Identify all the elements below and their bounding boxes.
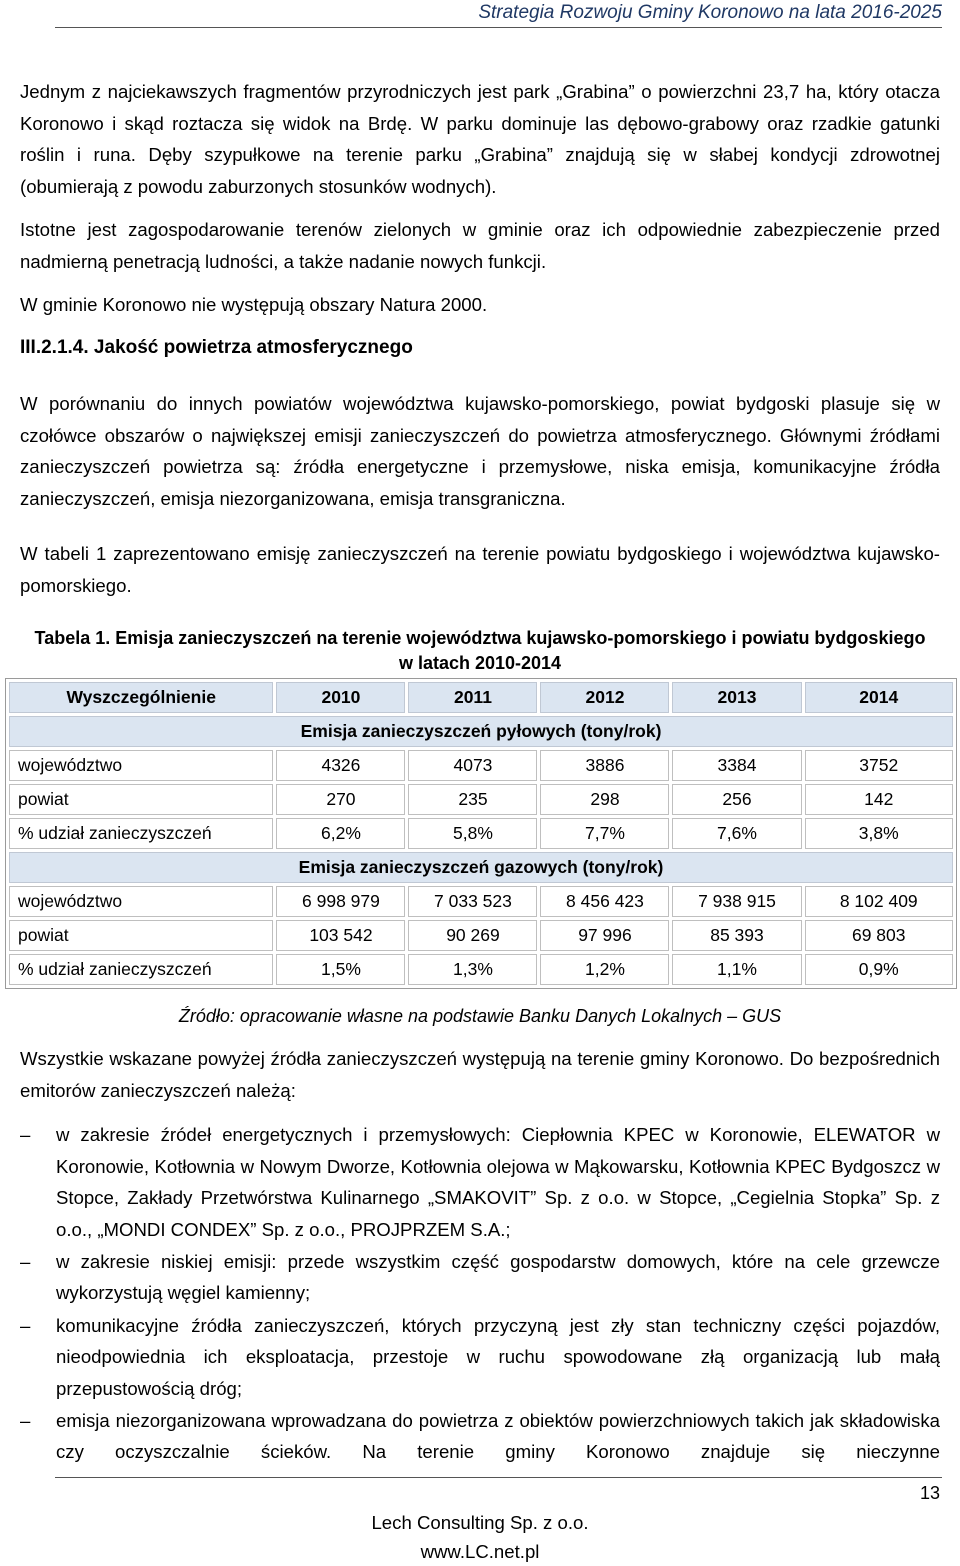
header-cell: 2012: [540, 682, 669, 713]
dash-bullet: –: [20, 1409, 31, 1431]
list-item-text: w zakresie niskiej emisji: przede wszystkim część gospodarstw domowych, które na cele grzewcze wykorzystują węgiel kamienny;: [56, 1250, 940, 1304]
table-cell: 7,6%: [672, 818, 801, 849]
table-cell: 5,8%: [408, 818, 537, 849]
table-cell: 235: [408, 784, 537, 815]
list-item-text: w zakresie źródeł energetycznych i przemysłowych: Ciepłownia KPEC w Koronowie, ELEWATOR w Koronowie, Kotłownia w Nowym Dworze, Kotłownia olejowa w Mąkowarsku, Kotłownia KPEC Bydgoszcz w Stopce, Zakłady Przetwórstwa Kulinarnego „SMAKOVIT” Sp. z o.o. w Stopce, „Cegielnia Stopka” Sp. z o.o., „MONDI CONDEX” Sp. z o.o., PROJPRZEM S.A.;: [56, 1124, 940, 1240]
paragraph-natura-2000: W gminie Koronowo nie występują obszary Natura 2000.: [20, 294, 488, 315]
table-cell: 270: [276, 784, 405, 815]
footer-company: Lech Consulting Sp. z o.o.: [371, 1512, 589, 1533]
row-label: % udział zanieczyszczeń: [9, 818, 273, 849]
row-label: województwo: [9, 750, 273, 781]
list-item: [20, 1119, 940, 1245]
table-caption-line2: w latach 2010-2014: [398, 653, 562, 673]
list-item-text: komunikacyjne źródła zanieczyszczeń, których przyczyną jest zły stan techniczny części pojazdów, nieodpowiednia ich eksploatacja, przestoje w ruchu spowodowane złą organizacją lub małą przepustowością dróg;: [56, 1314, 940, 1399]
section-row-dust: [9, 716, 953, 747]
table-cell: 6,2%: [276, 818, 405, 849]
header-rule: [55, 27, 942, 28]
table-cell: 1,5%: [276, 954, 405, 985]
table-caption: [20, 626, 940, 676]
paragraph-green-areas: Istotne jest zagospodarowanie terenów zielonych w gminie oraz ich odpowiednie zabezpieczenie przed nadmierną penetracją ludności, a także nadanie nowych funkcji.: [20, 219, 940, 272]
table-row: [9, 886, 953, 917]
row-label: % udział zanieczyszczeń: [9, 954, 273, 985]
table-header-row: [9, 682, 953, 713]
table-row: [9, 784, 953, 815]
page-footer: [0, 1508, 960, 1566]
paragraph-emitters-intro: Wszystkie wskazane powyżej źródła zanieczyszczeń występują na terenie gminy Koronowo. Do bezpośrednich emitorów zanieczyszczeń należą:: [20, 1048, 940, 1101]
table-cell: 4326: [276, 750, 405, 781]
table-row: [9, 954, 953, 985]
row-label: powiat: [9, 784, 273, 815]
table-cell: 97 996: [540, 920, 669, 951]
dash-bullet: –: [20, 1250, 31, 1272]
header-cell: 2011: [408, 682, 537, 713]
table-cell: 85 393: [672, 920, 801, 951]
table-cell: 7 033 523: [408, 886, 537, 917]
table-cell: 3752: [805, 750, 954, 781]
paragraph-air-quality: W porównaniu do innych powiatów województwa kujawsko-pomorskiego, powiat bydgoski plasuje się w czołówce obszarów o największej emisji zanieczyszczeń do powietrza atmosferycznego. Głównymi źródłami zanieczyszczeń powietrza są: źródła energetyczne i przemysłowe, niska emisja, komunikacyjne źródła zanieczyszczeń, emisja niezorganizowana, emisja transgraniczna.: [20, 393, 940, 509]
section-title-gas: Emisja zanieczyszczeń gazowych (tony/rok): [9, 852, 953, 883]
table-cell: 90 269: [408, 920, 537, 951]
header-cell: Wyszczególnienie: [9, 682, 273, 713]
table-cell: 8 456 423: [540, 886, 669, 917]
row-label: powiat: [9, 920, 273, 951]
table-cell: 1,2%: [540, 954, 669, 985]
table-cell: 7,7%: [540, 818, 669, 849]
list-item: [20, 1310, 940, 1405]
list-item: [20, 1246, 940, 1309]
list-item-text: emisja niezorganizowana wprowadzana do powietrza z obiektów powierzchniowych takich jak składowiska czy oczyszczalnie ścieków. Na terenie gminy Koronowo znajduje się nieczynne: [56, 1409, 940, 1463]
emitters-list: [20, 1119, 940, 1469]
page-number: 13: [919, 1483, 940, 1503]
table-cell: 3384: [672, 750, 801, 781]
table-cell: 256: [672, 784, 801, 815]
table-cell: 3,8%: [805, 818, 954, 849]
list-item: [20, 1405, 940, 1468]
table-cell: 0,9%: [805, 954, 954, 985]
row-label: województwo: [9, 886, 273, 917]
dash-bullet: –: [20, 1124, 31, 1145]
table-row: [9, 920, 953, 951]
footer-rule: [55, 1477, 942, 1478]
section-heading: III.2.1.4. Jakość powietrza atmosferycznego: [20, 337, 413, 358]
running-header: Strategia Rozwoju Gminy Koronowo na lata 2016-2025: [478, 2, 942, 23]
table-caption-line1: Tabela 1. Emisja zanieczyszczeń na terenie województwa kujawsko-pomorskiego i powiatu bydgoskiego: [34, 628, 926, 648]
table-source: Źródło: opracowanie własne na podstawie Banku Danych Lokalnych – GUS: [178, 1006, 782, 1026]
header-cell: 2014: [805, 682, 954, 713]
dash-bullet: –: [20, 1314, 31, 1336]
footer-website[interactable]: www.LC.net.pl: [420, 1541, 540, 1562]
table-cell: 6 998 979: [276, 886, 405, 917]
table-row: [9, 750, 953, 781]
table-cell: 1,3%: [408, 954, 537, 985]
table-cell: 3886: [540, 750, 669, 781]
header-cell: 2010: [276, 682, 405, 713]
table-cell: 69 803: [805, 920, 954, 951]
table-cell: 298: [540, 784, 669, 815]
table-cell: 7 938 915: [672, 886, 801, 917]
emissions-table: [5, 678, 957, 989]
table-cell: 4073: [408, 750, 537, 781]
header-cell: 2013: [672, 682, 801, 713]
paragraph-table-intro: W tabeli 1 zaprezentowano emisję zanieczyszczeń na terenie powiatu bydgoskiego i województwa kujawsko-pomorskiego.: [20, 543, 940, 596]
paragraph-park-grabina: Jednym z najciekawszych fragmentów przyrodniczych jest park „Grabina” o powierzchni 23,7 ha, który otacza Koronowo i skąd roztacza się widok na Brdę. W parku dominuje las dębowo-grabowy oraz rzadkie gatunki roślin i runa. Dęby szypułkowe na terenie parku „Grabina” znajdują się w słabej kondycji zdrowotnej (obumierają z powodu zaburzonych stosunków wodnych).: [20, 81, 940, 197]
section-row-gas: [9, 852, 953, 883]
table-row: [9, 818, 953, 849]
table-cell: 142: [805, 784, 954, 815]
table-cell: 103 542: [276, 920, 405, 951]
section-title-dust: Emisja zanieczyszczeń pyłowych (tony/rok): [9, 716, 953, 747]
table-cell: 8 102 409: [805, 886, 954, 917]
table-cell: 1,1%: [672, 954, 801, 985]
